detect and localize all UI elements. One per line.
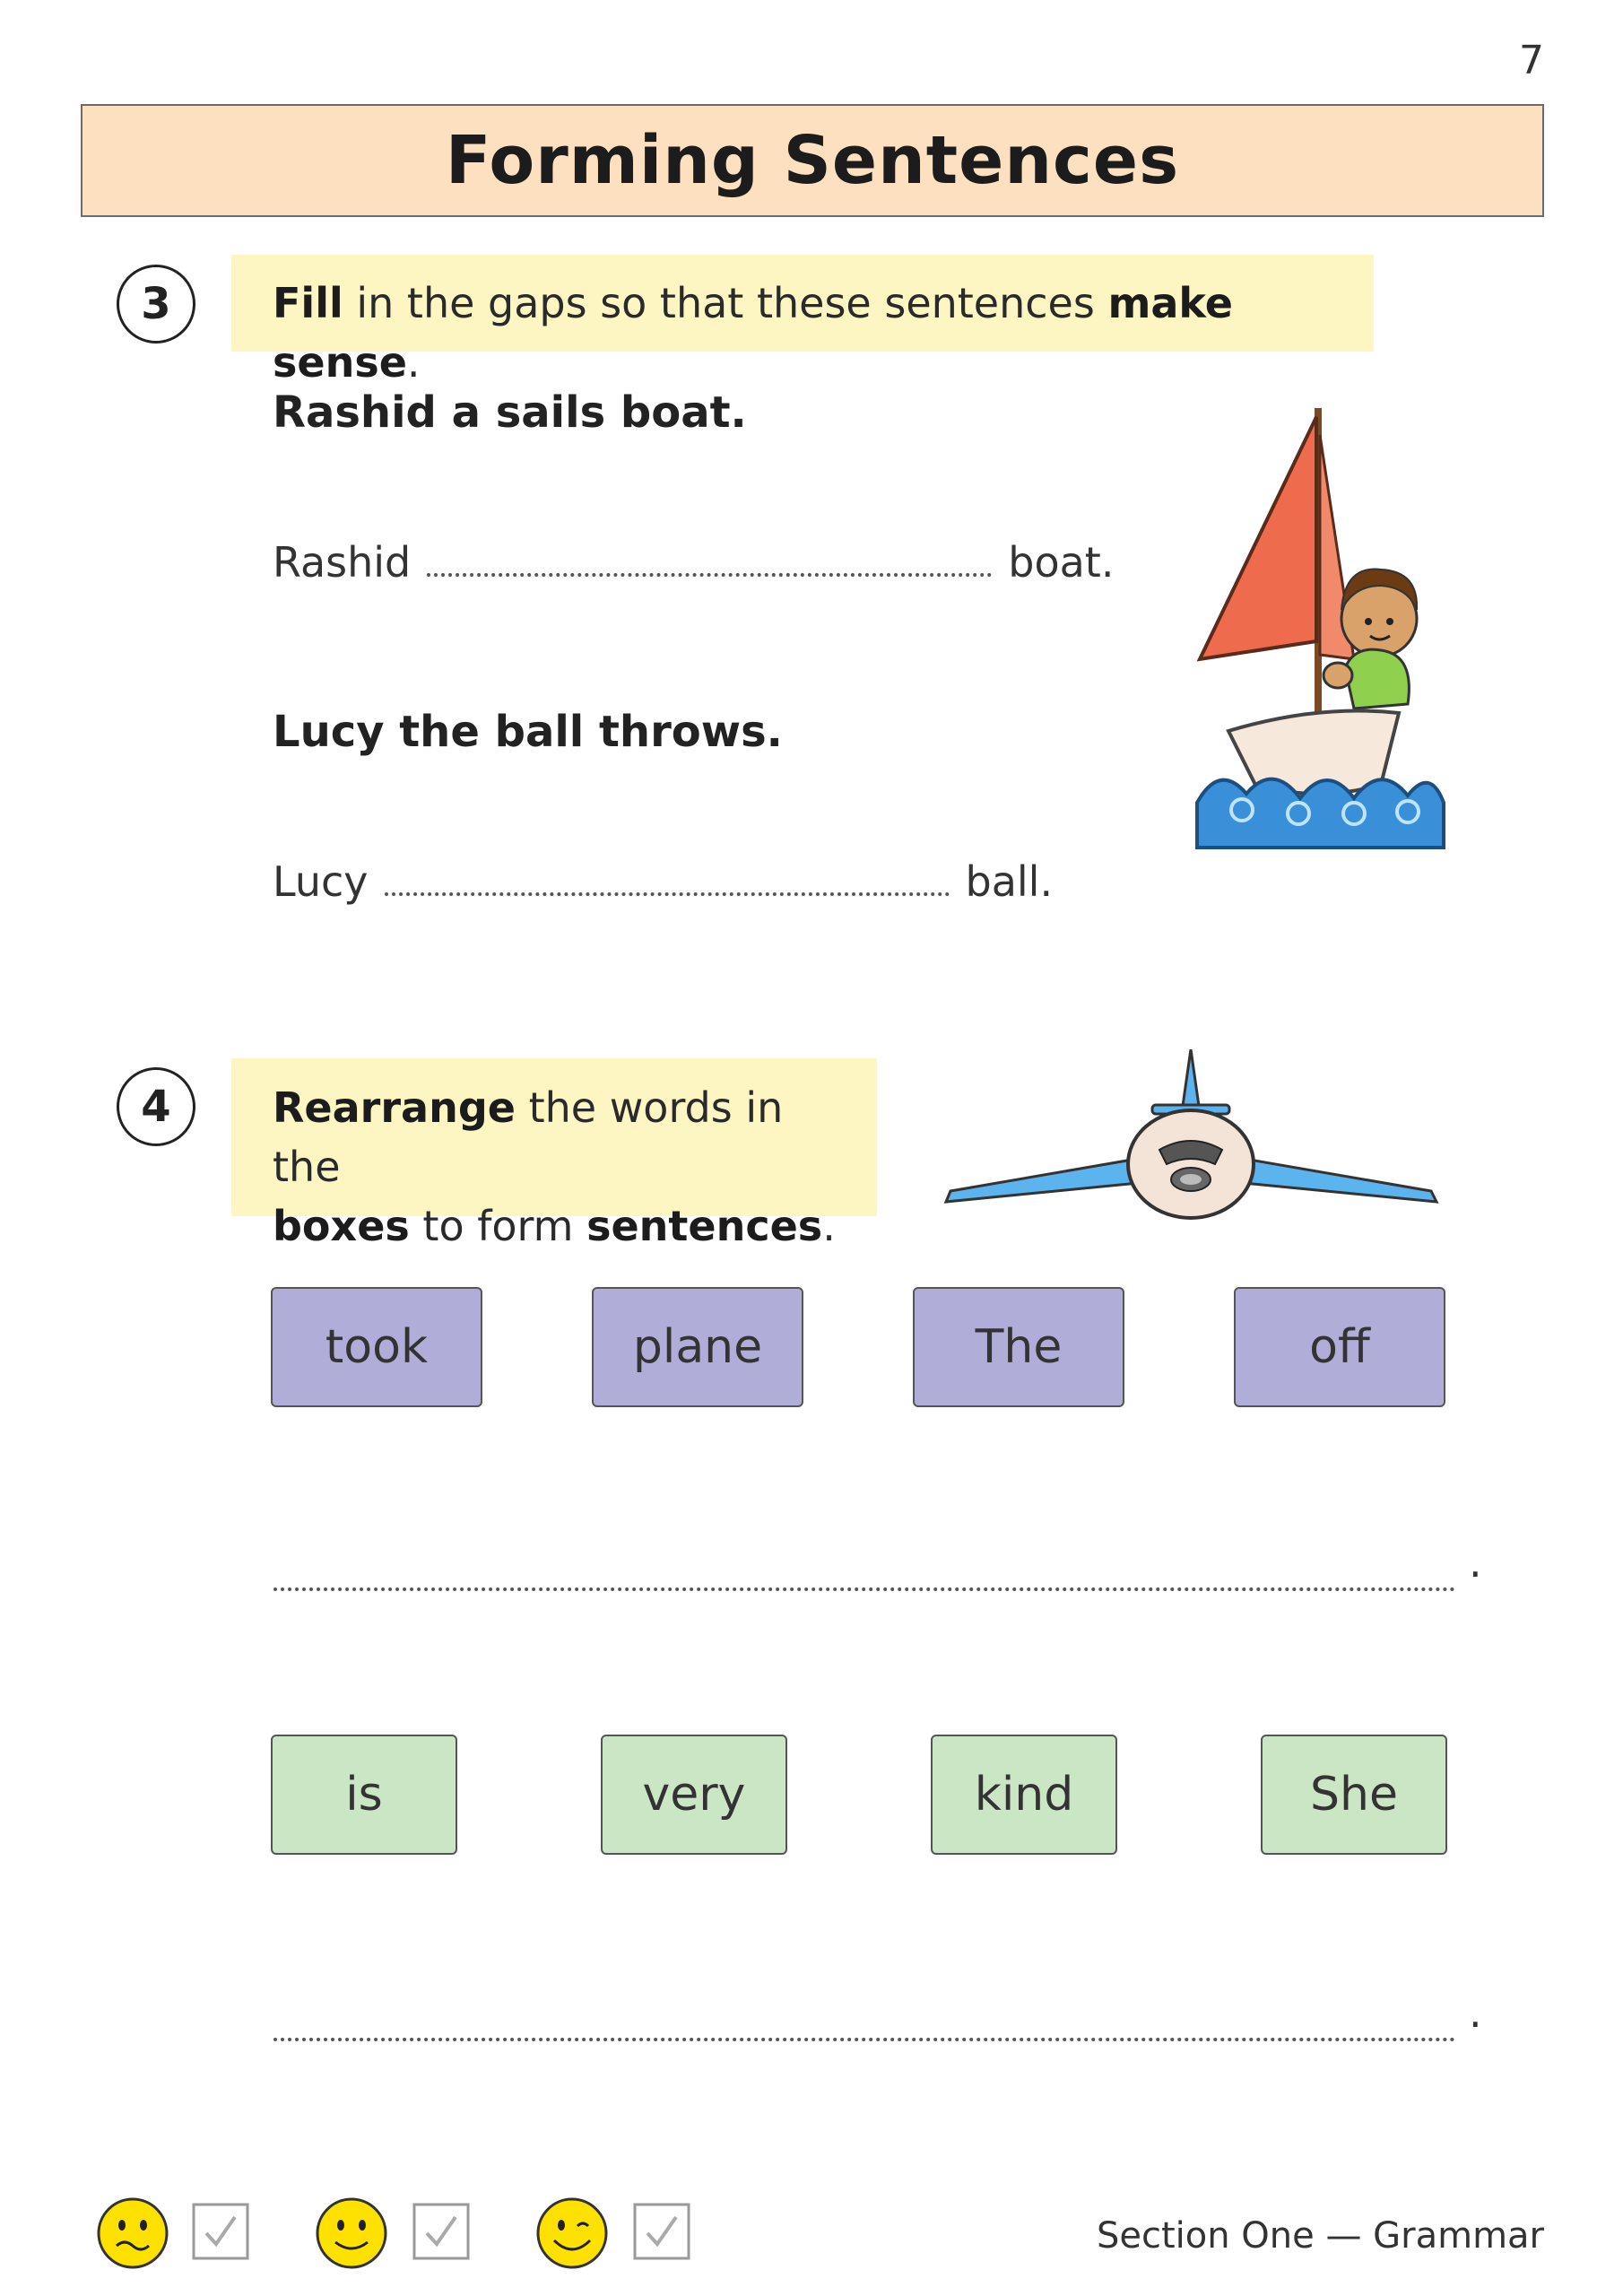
fill-gap-2[interactable] bbox=[385, 885, 950, 896]
checkmark-icon[interactable] bbox=[412, 2203, 470, 2260]
q4-instruction-text-1: the words in the bbox=[273, 1083, 784, 1191]
checkmark-icon[interactable] bbox=[633, 2203, 690, 2260]
page-number: 7 bbox=[1519, 38, 1544, 83]
word-box[interactable]: kind bbox=[931, 1735, 1117, 1855]
q3-instruction-bold-2: make sense bbox=[273, 279, 1233, 387]
q3-instruction-text: in the gaps so that these sentences bbox=[343, 279, 1108, 327]
fill-line-1 bbox=[273, 538, 1114, 587]
answer-line-1[interactable] bbox=[273, 1578, 1455, 1591]
airplane-illustration bbox=[942, 1049, 1444, 1224]
section-footer: Section One — Grammar bbox=[1096, 2215, 1544, 2257]
q3-instruction-bold-1: Fill bbox=[273, 279, 343, 327]
q4-instruction-period: . bbox=[822, 1202, 836, 1250]
q4-instruction-bold-1: Rearrange bbox=[273, 1083, 516, 1132]
fill-end-1: boat. bbox=[1008, 538, 1115, 587]
title-banner bbox=[81, 104, 1544, 217]
answer-period-1: . bbox=[1469, 1538, 1482, 1587]
sailboat-boy-illustration bbox=[1193, 408, 1453, 857]
fill-gap-1[interactable] bbox=[427, 566, 992, 577]
word-box[interactable]: very bbox=[601, 1735, 787, 1855]
fill-line-2 bbox=[273, 857, 1053, 906]
happy-face-icon bbox=[314, 2196, 389, 2271]
jumbled-sentence-2: Lucy the ball throws. bbox=[273, 707, 783, 757]
question-number-4: 4 bbox=[117, 1067, 195, 1146]
page-title: Forming Sentences bbox=[445, 122, 1180, 199]
fill-start-1: Rashid bbox=[273, 538, 412, 587]
answer-line-2[interactable] bbox=[273, 2029, 1455, 2041]
word-box[interactable]: The bbox=[913, 1287, 1124, 1407]
word-box[interactable]: She bbox=[1261, 1735, 1447, 1855]
checkmark-icon[interactable] bbox=[192, 2203, 249, 2260]
q3-instruction bbox=[231, 255, 1374, 387]
wink-face-icon bbox=[534, 2196, 610, 2271]
q4-instruction bbox=[231, 1058, 877, 1250]
word-box[interactable]: took bbox=[271, 1287, 482, 1407]
q4-instruction-text-2: to form bbox=[409, 1202, 587, 1250]
q4-instruction-bold-2: boxes bbox=[273, 1202, 410, 1250]
word-box[interactable]: is bbox=[271, 1735, 457, 1855]
word-box[interactable]: plane bbox=[592, 1287, 803, 1407]
answer-period-2: . bbox=[1469, 1988, 1482, 2037]
word-box[interactable]: off bbox=[1234, 1287, 1445, 1407]
fill-end-2: ball. bbox=[965, 857, 1054, 906]
jumbled-sentence-1: Rashid a sails boat. bbox=[273, 387, 747, 438]
unsure-face-icon bbox=[95, 2196, 170, 2271]
q4-instruction-bold-3: sentences bbox=[586, 1202, 823, 1250]
q3-instruction-period: . bbox=[406, 338, 421, 387]
fill-start-2: Lucy bbox=[273, 857, 369, 906]
question-number-3: 3 bbox=[117, 265, 195, 344]
